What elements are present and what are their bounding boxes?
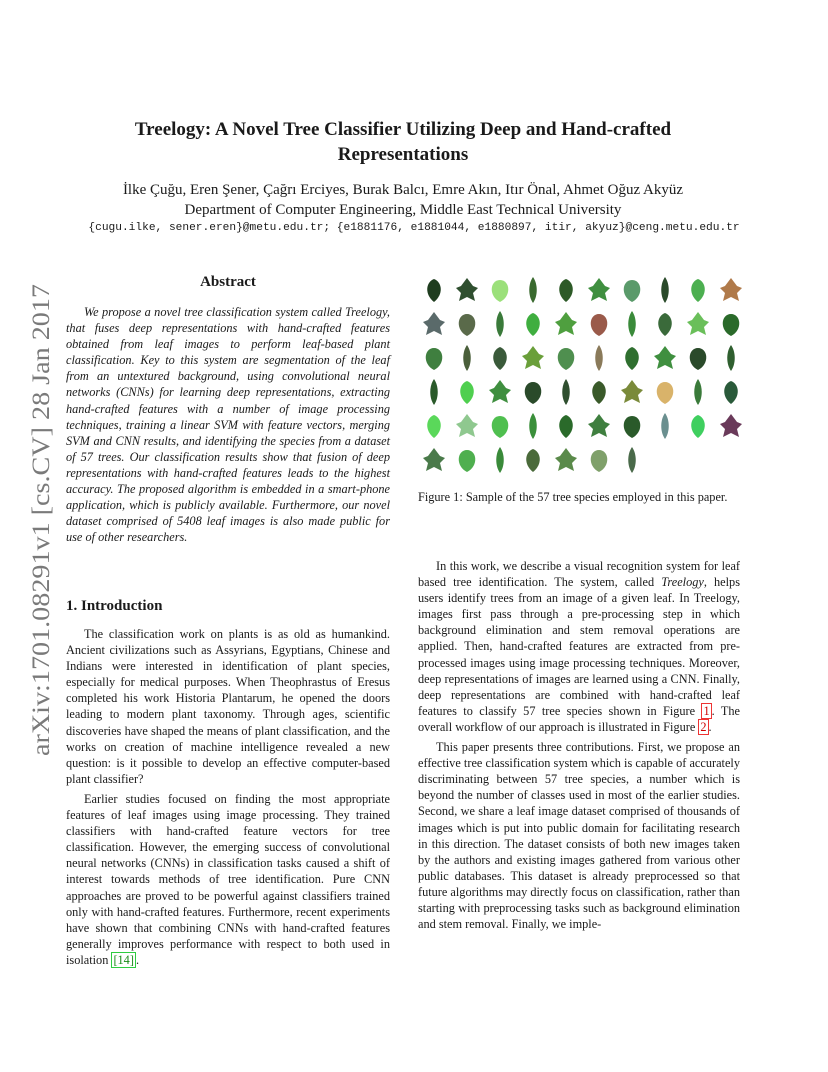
leaf-thumbnail [723,314,740,336]
figure-1-caption: Figure 1: Sample of the 57 tree species employed in this paper. [418,490,728,504]
author-list: İlke Çuğu, Eren Şener, Çağrı Erciyes, Burak Balcı, Emre Akın, Itır Önal, Ahmet Oğuz Akyüz [122,182,684,198]
leaf-thumbnail [426,348,443,370]
leaf-thumbnail [559,279,573,302]
leaf-thumbnail [592,381,606,404]
leaf-thumbnail [555,448,577,471]
leaf-thumbnail [459,314,476,336]
leaf-thumbnail [493,347,507,370]
leaf-thumbnail [489,380,511,403]
leaf-thumbnail [720,278,742,301]
leaf-thumbnail [555,312,577,335]
leaf-thumbnail [496,447,504,473]
leaf-thumbnail [525,382,542,404]
leaf-thumbnail [427,279,441,302]
leaf-thumbnail [459,450,476,472]
leaf-thumbnail [529,277,537,303]
leaf-thumbnail [562,379,570,405]
citation-link-14[interactable]: [14] [113,952,134,967]
figure-ref-1[interactable]: 1 [703,703,710,718]
leaf-thumbnail [427,415,441,438]
leaf-thumbnail [694,379,702,405]
leaf-thumbnail [588,278,610,301]
leaf-thumbnail [624,416,641,438]
leaf-thumbnail [496,311,504,337]
leaf-thumbnail [591,450,608,472]
arxiv-side-stamp [12,280,62,760]
leaf-thumbnail [625,347,639,370]
right-paragraph-2: This paper presents three contributions. First, we propose an effective tree classification system which is capable of accurately discriminating between 57 tree species, a number which is beyond the number of classes used in most of the earlier studies. Second, we share a leaf image dataset comprised of thousands of images which is put into public domain for facilitating research in this direction. The dataset consists of both new images taken by the authors and existing images gathered from various other public databases. This dataset is already preprocessed so that future algorithms may directly focus on classification, rather than starting with preprocessing tasks such as background elimination and stem removal. Finally, we imple- [418,740,741,932]
intro-paragraph-2: Earlier studies focused on finding the most appropriate features of leaf images using image processing. They trained classifiers with hand-crafted feature vectors for tree classification. However, the emerging success of convolutional neural networks (CNNs) in classification tasks caused a shift of interest towards methods of tree identification. Pure CNN approaches are proved to be powerful against classifiers trained only with hand-crafted features. Furthermore, recent experiments have shown that combining CNNs with hand-crafted features generally improves performance with respect to both used in isolation [14] . [66,791,390,967]
leaf-thumbnail [720,414,742,437]
leaf-thumbnail [456,278,478,301]
leaf-thumbnail [595,345,603,371]
leaf-thumbnail [654,346,676,369]
leaf-thumbnail [727,345,735,371]
leaf-thumbnail [423,312,445,335]
right-paragraph-1: In this work, we describe a visual recognition system for leaf based tree identification. The system, called Treelogy, helps users identify trees from an image of a given leaf. In Treelogy, images first pass through a pre-processing step in which background elimination and stem removal operations are applied. Then, hand-crafted features are extracted from pre-processed images using image processing techniques. Moreover, deep representations of images are learned using a CNN. Finally, deep representations are combined with hand-crafted leaf features to classify 57 tree species shown in Figure 1 . The overall workflow of our approach is illustrated in Figure 2 . [418,559,740,734]
leaf-thumbnail [559,415,573,438]
leaf-thumbnail [588,414,610,437]
leaf-thumbnail [628,447,636,473]
leaf-thumbnail [690,348,707,370]
leaf-thumbnail [456,414,478,437]
leaf-thumbnail [687,312,709,335]
introduction-text [66,626,390,968]
leaf-thumbnail [661,413,669,439]
leaf-thumbnail [628,311,636,337]
leaf-thumbnail [724,381,738,404]
leaf-thumbnail [621,380,643,403]
leaf-thumbnail [661,277,669,303]
leaf-thumbnail [492,416,509,438]
right-column-text [418,558,740,932]
author-block [80,180,726,220]
figure-leaf-samples [418,270,748,480]
svg-text:arXiv:1701.08291v1 [cs.CV] 2: arXiv:1701.08291v1 [cs.CV] 28 Jan 2017 [26,328,55,756]
intro-paragraph-1: The classification work on plants is as old as humankind. Ancient civilizations such as Assyrians, Egyptians, Chinese and Indians were interested in identification of plant species, especially for medical purposes. When Theophrastus of Eresus completed his work Historia Plantarum, he opened the doors leading to modern plant taxonomy. Through ages, scientific discoveries have shaped the means of plant classification, and the works on creation of machine intelligence revealed a new question: is it possible to develop an effective computer-based plant classifier? [66,627,390,786]
figure-ref-2[interactable]: 2 [700,719,707,734]
leaf-thumbnail [691,415,705,438]
leaf-thumbnail [591,314,608,336]
leaf-thumbnail [526,313,540,336]
author-emails: {cugu.ilke, sener.eren}@metu.edu.tr; {e1881176, e1881044, e1880897, itir, akyuz}@ceng.metu.edu.tr [88,222,740,234]
leaf-thumbnail [558,348,575,370]
leaf-thumbnail [658,313,672,336]
leaf-thumbnail [624,280,641,302]
section-heading-introduction: 1. Introduction [66,598,163,614]
paper-title: Treelogy: A Novel Tree Classifier Utilizing Deep and Hand-crafted Representations [134,119,672,165]
leaf-thumbnail [691,279,705,302]
abstract-heading: Abstract [200,274,256,290]
leaf-thumbnail [657,382,674,404]
leaf-thumbnail [526,449,540,472]
affiliation: Department of Computer Engineering, Middle East Technical University [184,202,622,218]
leaf-thumbnail [522,346,544,369]
leaf-thumbnail [463,345,471,371]
abstract-body: We propose a novel tree classification system called Treelogy, that fuses deep representations with hand-crafted features obtained from leaf images to perform leaf-based plant classification. Key to this system are segmentation of the leaf from an untextured background, using convolutional neural networks (CNNs) for learning deep representations, extracting hand-crafted features with a number of image processing techniques, training a linear SVM with feature vectors, merging SVM and CNN results, and identifying the species from a dataset of 57 trees. Our classification results show that fusion of deep representations with hand-crafted features leads to the highest accuracy. The proposed algorithm is embedded in a smart-phone application, which is publicly available. Furthermore, our novel dataset comprised of 5408 leaf images is also made public for use of other researchers. [66,305,390,545]
leaf-thumbnail [430,379,438,405]
leaf-thumbnail [460,381,474,404]
leaf-thumbnail [492,280,509,302]
leaf-thumbnail [529,413,537,439]
leaf-thumbnail [423,448,445,471]
